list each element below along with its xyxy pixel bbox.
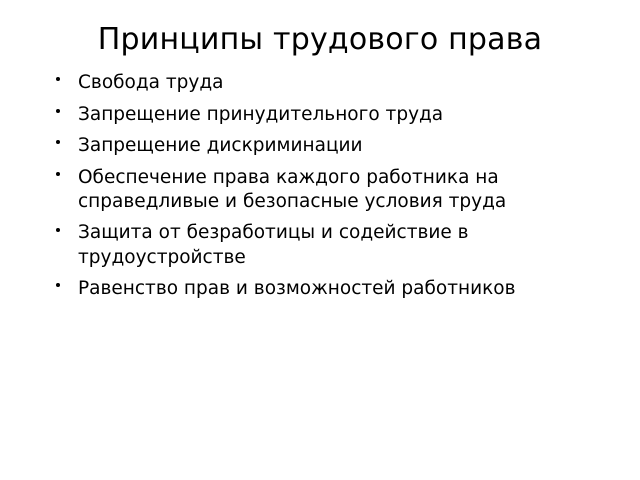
page-title: Принципы трудового права	[97, 22, 543, 57]
list-item-label: Равенство прав и возможностей работников	[78, 278, 516, 300]
list-item	[48, 134, 598, 162]
list-item-label: Свобода труда	[78, 72, 224, 94]
list-item-label: Запрещение принудительного труда	[78, 103, 444, 125]
bullet-dot-icon	[56, 283, 60, 287]
list-item	[48, 166, 598, 219]
list-item	[48, 277, 598, 305]
bullet-dot-icon	[56, 172, 60, 176]
list-item	[48, 221, 598, 274]
list-item-label: Защита от безработицы и содействие в трудоустройстве	[78, 222, 469, 268]
list-item	[48, 103, 598, 131]
bullet-dot-icon	[56, 228, 60, 232]
bullet-dot-icon	[56, 140, 60, 144]
list-item-label: Запрещение дискриминации	[78, 135, 363, 157]
list-item-label: Обеспечение права каждого работника на справедливые и безопасные условия труда	[78, 166, 507, 213]
bullet-list	[34, 71, 606, 305]
bullet-dot-icon	[56, 109, 60, 113]
list-item	[48, 71, 598, 99]
bullet-dot-icon	[56, 77, 60, 81]
